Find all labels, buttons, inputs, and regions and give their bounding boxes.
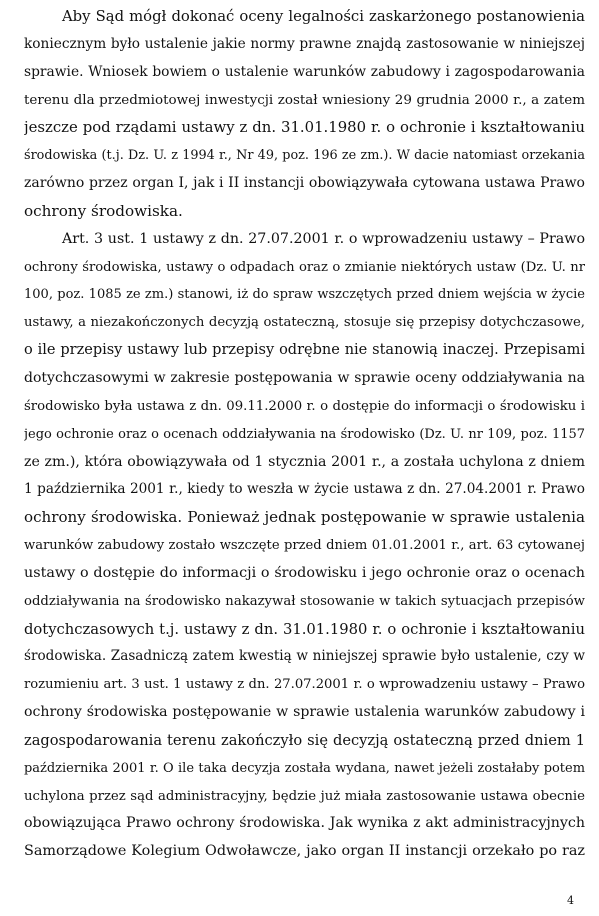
paragraph-2-line-22: obowiązująca Prawo ochrony środowiska. Jak wynika z akt administracyjnych [24, 815, 585, 832]
paragraph-2-line-14: oddziaływania na środowisko nakazywał stosowanie w takich sytuacjach przepisów [24, 593, 585, 609]
paragraph-2-line-9: ze zm.), która obowiązywała od 1 stycznia 2001 r., a została uchylona z dniem [24, 453, 585, 470]
paragraph-2-line-1: Art. 3 ust. 1 ustawy z dn. 27.07.2001 r. o wprowadzeniu ustawy – Prawo [62, 230, 585, 247]
paragraph-1-line-2: koniecznym było ustalenie jakie normy prawne znajdą zastosowanie w niniejszej [24, 35, 585, 52]
paragraph-2-line-2: ochrony środowiska, ustawy o odpadach oraz o zmianie niektórych ustaw (Dz. U. nr [24, 259, 585, 275]
paragraph-2-line-3: 100, poz. 1085 ze zm.) stanowi, iż do spraw wszczętych przed dniem wejścia w życie [24, 287, 585, 303]
paragraph-2-line-18: ochrony środowiska postępowanie w sprawie ustalenia warunków zabudowy i [24, 704, 585, 721]
paragraph-1-line-5: jeszcze pod rządami ustawy z dn. 31.01.1980 r. o ochronie i kształtowaniu [24, 118, 585, 137]
paragraph-2-line-23: Samorządowe Kolegium Odwoławcze, jako organ II instancji orzekało po raz [24, 843, 585, 860]
paragraph-2-line-11: ochrony środowiska. Ponieważ jednak postępowanie w sprawie ustalenia [24, 508, 585, 527]
paragraph-1-line-1: Aby Sąd mógł dokonać oceny legalności zaskarżonego postanowienia [62, 8, 585, 25]
paragraph-2-line-16: środowiska. Zasadniczą zatem kwestią w niniejszej sprawie było ustalenie, czy w [24, 648, 585, 665]
paragraph-2-line-21: uchylona przez sąd administracyjny, będzie już miała zastosowanie ustawa obecnie [24, 788, 585, 804]
paragraph-2-line-15: dotychczasowych t.j. ustawy z dn. 31.01.1980 r. o ochronie i kształtowaniu [24, 620, 585, 638]
page-number: 4 [567, 894, 574, 907]
paragraph-2-line-5: o ile przepisy ustawy lub przepisy odrębne nie stanowią inaczej. Przepisami [24, 342, 585, 359]
paragraph-2-line-19: zagospodarowania terenu zakończyło się decyzją ostateczną przed dniem 1 [24, 731, 585, 749]
paragraph-2-line-8: jego ochronie oraz o ocenach oddziaływania na środowisko (Dz. U. nr 109, poz. 1157 [24, 426, 585, 442]
paragraph-2-line-13: ustawy o dostępie do informacji o środowisku i jego ochronie oraz o ocenach [24, 564, 585, 581]
paragraph-2-line-7: środowisko była ustawa z dn. 09.11.2000 r. o dostępie do informacji o środowisku i [24, 398, 585, 414]
paragraph-1-line-6: środowiska (t.j. Dz. U. z 1994 r., Nr 49, poz. 196 ze zm.). W dacie natomiast orzekania [24, 148, 585, 164]
paragraph-1-line-7: zarówno przez organ I, jak i II instancji obowiązywała cytowana ustawa Prawo [24, 175, 585, 192]
document-body [24, 3, 585, 866]
paragraph-1-line-3: sprawie. Wniosek bowiem o ustalenie warunków zabudowy i zagospodarowania [24, 63, 585, 80]
paragraph-1-line-8: ochrony środowiska. [24, 201, 183, 220]
paragraph-1-line-4: terenu dla przedmiotowej inwestycji został wniesiony 29 grudnia 2000 r., a zatem [24, 91, 585, 108]
paragraph-2-line-20: października 2001 r. O ile taka decyzja została wydana, nawet jeżeli zostałaby potem [24, 760, 585, 776]
paragraph-2-line-10: 1 października 2001 r., kiedy to weszła w życie ustawa z dn. 27.04.2001 r. Prawo [24, 481, 585, 498]
paragraph-2-line-4: ustawy, a niezakończonych decyzją ostateczną, stosuje się przepisy dotychczasowe, [24, 315, 585, 331]
paragraph-2-line-17: rozumieniu art. 3 ust. 1 ustawy z dn. 27.07.2001 r. o wprowadzeniu ustawy – Prawo [24, 677, 585, 693]
paragraph-2-line-6: dotychczasowymi w zakresie postępowania w sprawie oceny oddziaływania na [24, 369, 585, 386]
paragraph-2-line-12: warunków zabudowy zostało wszczęte przed dniem 01.01.2001 r., art. 63 cytowanej [24, 538, 585, 554]
